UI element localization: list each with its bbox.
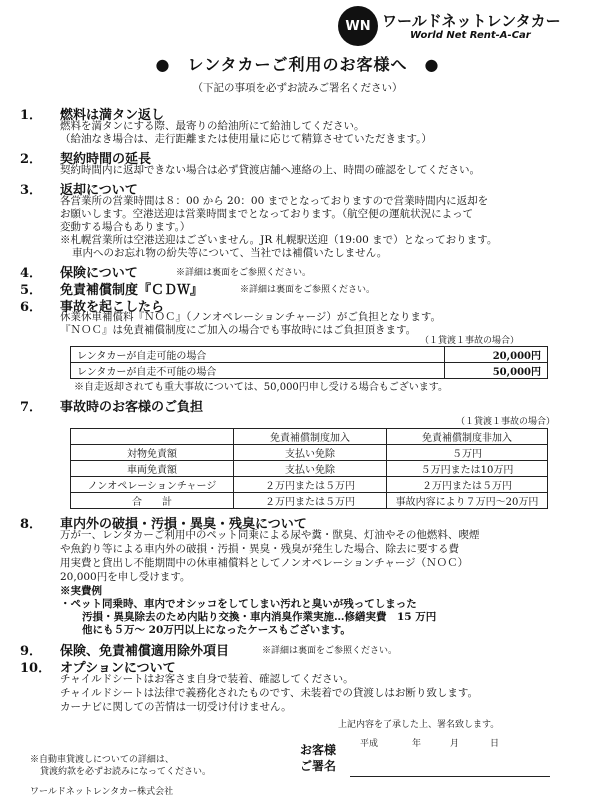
column-header: 免責補償制度非加入 — [387, 429, 548, 445]
section-text: （給油なき場合は、走行距離または使用量に応じて精算させていただきます。） — [60, 133, 432, 145]
section-number: 10． — [20, 661, 52, 676]
section-number: 2． — [20, 152, 43, 167]
section-heading: 契約時間の延長 — [60, 152, 152, 167]
page-title: ● レンタカーご利用のお客様へ ● — [155, 55, 440, 74]
table-header-row — [71, 429, 548, 445]
signature-label: ご署名 — [300, 759, 337, 773]
example-text: ・ペット同乗時、車内でオシッコをしてしまい汚れと臭いが残ってしまった — [60, 598, 417, 610]
section-text: 変動する場合もあります。） — [60, 221, 191, 233]
table-cell: レンタカーが自走可能の場合 — [71, 347, 445, 363]
table-cell: ５万円または10万円 — [387, 461, 548, 477]
section-number: 3． — [20, 183, 43, 198]
section-text: 20,000円を申し受けます。 — [60, 571, 191, 583]
row-label: 合 計 — [71, 493, 234, 509]
section-text: 休業休車補償料『ＮＯＣ』（ノンオペレーションチャージ）がご負担となります。 — [60, 311, 442, 323]
table-cell: ５万円 — [387, 445, 548, 461]
section-number: 1． — [20, 108, 43, 123]
example-text: 他にも５万～ 20万円以上になったケースもございます。 — [82, 624, 351, 636]
column-header: 免責補償制度加入 — [234, 429, 387, 445]
table-row — [71, 347, 548, 363]
section-heading: 事故を起こしたら — [60, 300, 165, 315]
section-note: ※詳細は裏面をご参照ください。 — [240, 285, 376, 295]
row-label: 対物免責額 — [71, 445, 234, 461]
section-text: 万が一、レンタカーご利用中のペット同乗による尿や糞・獣臭、灯油やその他燃料、喫煙 — [60, 529, 480, 541]
month-label: 月 — [450, 739, 460, 749]
per-case-note: （１貸渡１事故の場合） — [420, 336, 520, 346]
section-number: 8． — [20, 517, 43, 532]
table-cell: ２万円または５万円 — [234, 493, 387, 509]
logo-badge: WN — [338, 6, 378, 46]
table-cell: 50,000円 — [445, 363, 548, 379]
section-text: 燃料を満タンにする際、最寄りの給油所にて給油してください。 — [60, 120, 365, 132]
table-row — [71, 493, 548, 509]
table-cell — [71, 429, 234, 445]
section-number: 6． — [20, 300, 43, 315]
company-name-en: World Net Rent-A-Car — [410, 30, 531, 41]
signature-line[interactable] — [350, 776, 550, 777]
section-footnote: ※自走返却されても重大事故については、50,000円申し受ける場合もございます。 — [74, 382, 448, 393]
bottom-note: ※自動車貸渡しについての詳細は、 — [30, 755, 174, 765]
table-row — [71, 363, 548, 379]
day-label: 日 — [490, 739, 500, 749]
section-heading: オプションについて — [60, 661, 176, 676]
signature-label: お客様 — [300, 743, 337, 757]
row-label: ノンオペレーションチャージ — [71, 477, 234, 493]
section-note: ※詳細は裏面をご参照ください。 — [262, 646, 398, 656]
section-heading: 保険、免責補償適用除外項目 — [60, 644, 230, 659]
date-field[interactable] — [360, 736, 560, 748]
section-heading: 返却について — [60, 183, 138, 198]
burden-table — [70, 428, 548, 509]
table-cell: ２万円または５万円 — [387, 477, 548, 493]
section-number: 7． — [20, 400, 43, 415]
bottom-note: 貸渡約款を必ずお読みになってください。 — [40, 767, 212, 777]
section-text: お願いします。空港送迎は営業時間までとなっております。（航空便の運航状況によって — [60, 208, 474, 220]
table-cell: ２万円または５万円 — [234, 477, 387, 493]
noc-table — [70, 346, 548, 379]
table-cell: レンタカーが自走不可能の場合 — [71, 363, 445, 379]
section-heading: 車内外の破損・汚損・異臭・残臭について — [60, 517, 307, 532]
section-text: 用実費と貸出し不能期間中の休車補償料としてノンオペレーションチャージ（ＮＯＣ） — [60, 557, 469, 569]
year-label: 年 — [412, 739, 422, 749]
era-label: 平成 — [360, 739, 379, 749]
table-cell: 支払い免除 — [234, 461, 387, 477]
table-cell: 支払い免除 — [234, 445, 387, 461]
section-text: 契約時間内に返却できない場合は必ず貸渡店舗へ連絡の上、時間の確認をしてください。 — [60, 164, 480, 176]
section-heading: 燃料は満タン返し — [60, 108, 165, 123]
company-name-jp: ワールドネットレンタカー — [382, 12, 561, 30]
section-number: 9． — [20, 644, 43, 659]
section-text: や魚釣り等による車内外の破損・汚損・異臭・残臭が発生した場合、除去に要する費 — [60, 543, 459, 555]
row-label: 車両免責額 — [71, 461, 234, 477]
table-row — [71, 477, 548, 493]
section-number: 5． — [20, 283, 43, 298]
section-text: チャイルドシートはお客さま自身で装着、確認してください。 — [60, 673, 354, 685]
section-text: 車内へのお忘れ物の紛失等について、当社では補償いたしません。 — [72, 247, 388, 259]
footer-company: ワールドネットレンタカー株式会社 — [30, 787, 174, 797]
table-row — [71, 445, 548, 461]
section-text: チャイルドシートは法律で義務化されたものです、未装着での貸渡しはお断り致します。 — [60, 687, 479, 699]
table-row — [71, 461, 548, 477]
company-logo — [338, 6, 590, 50]
table-cell: 事故内容により７万円～20万円 — [387, 493, 548, 509]
section-heading: 事故時のお客様のご負担 — [60, 400, 204, 415]
section-text: 各営業所の営業時間は８：00 から 20：00 までとなっておりますので営業時間内に返却を — [60, 195, 489, 207]
section-note: ※詳細は裏面をご参照ください。 — [176, 268, 312, 278]
example-text: 汚損・異臭除去のため内貼り交換・車内消臭作業実施…修繕実費 15 万円 — [82, 611, 437, 623]
section-number: 4． — [20, 266, 43, 281]
section-text: 『ＮＯＣ』は免責補償制度にご加入の場合でも事故時にはご負担頂きます。 — [60, 324, 417, 336]
section-text: カーナビに関しての苦情は一切受け付けません。 — [60, 701, 292, 713]
agreement-text: 上記内容を了承した上、署名致します。 — [338, 720, 500, 730]
per-case-note: （１貸渡１事故の場合） — [456, 417, 556, 427]
example-heading: ※実費例 — [60, 585, 102, 597]
page-subtitle: （下記の事項を必ずお読みご署名ください） — [192, 82, 403, 94]
section-text: ※札幌営業所は空港送迎はございません。JR 札幌駅送迎（19:00 まで）となっております。 — [60, 234, 498, 246]
table-cell: 20,000円 — [445, 347, 548, 363]
section-heading: 保険について — [60, 266, 138, 281]
section-heading: 免責補償制度『ＣＤＷ』 — [60, 283, 204, 298]
